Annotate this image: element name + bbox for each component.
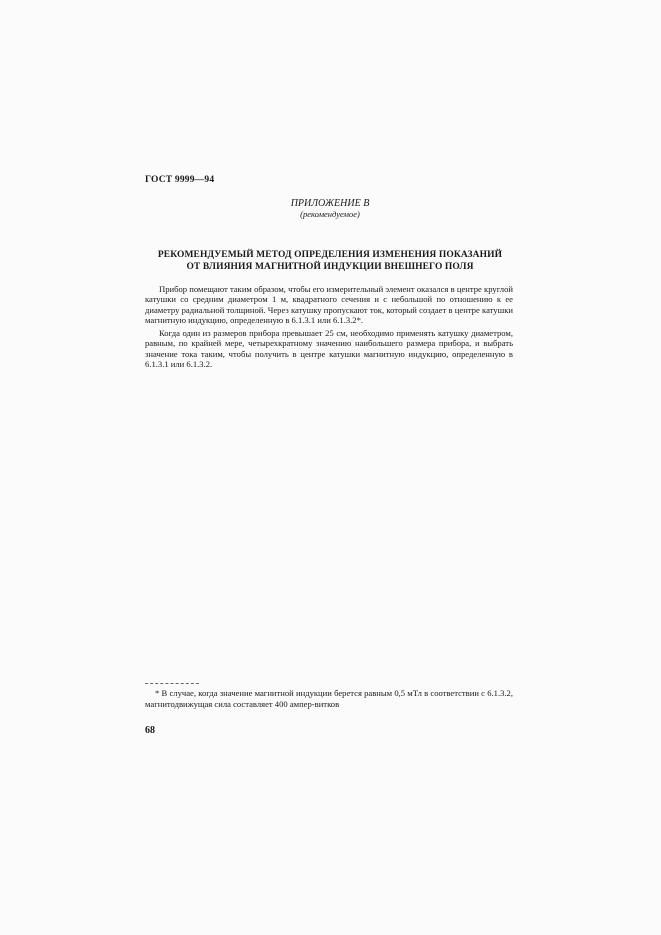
section-title-line-2: ОТ ВЛИЯНИЯ МАГНИТНОЙ ИНДУКЦИИ ВНЕШНЕГО ПОЛЯ [186, 262, 474, 272]
paragraph: Когда один из размеров прибора превышает 25 см, необходимо применять катушку диаметром, равным, по крайней мере, четырехкратному значению наибольшего размера прибора, и выбрать значение тока таким, чтобы получить в центре катушки магнитную индукцию, определенную в 6.1.3.1 или 6.1.3.2. [145, 328, 513, 370]
section-title [145, 249, 515, 273]
appendix-title: ПРИЛОЖЕНИЕ В [290, 198, 370, 209]
paragraph: Прибор помещают таким образом, чтобы его измерительный элемент оказался в центре круглой катушки со средним диаметром 1 м, квадратного сечения и с небольшой по отношению к ее диаметру радиальной толщиной. Через катушку пропускают ток, который создает в центре катушки магнитную индукцию, определенную в 6.1.3.1 или 6.1.3.2*. [145, 284, 513, 325]
appendix-subtitle: (рекомендуемое) [300, 209, 360, 219]
section-title-line-1: РЕКОМЕНДУЕМЫЙ МЕТОД ОПРЕДЕЛЕНИЯ ИЗМЕНЕНИЯ ПОКАЗАНИЙ [157, 250, 503, 260]
footnote-divider [145, 683, 199, 684]
body-text [145, 284, 513, 372]
appendix-heading [145, 198, 515, 219]
footnote: * В случае, когда значение магнитной индукции берется равным 0,5 мТл в соответствии с 6.1.3.2, магнитодвижущая сила составляет 400 ампер-витков [145, 688, 513, 709]
page-number: 68 [145, 725, 155, 736]
document-header: ГОСТ 9999—94 [145, 175, 215, 185]
